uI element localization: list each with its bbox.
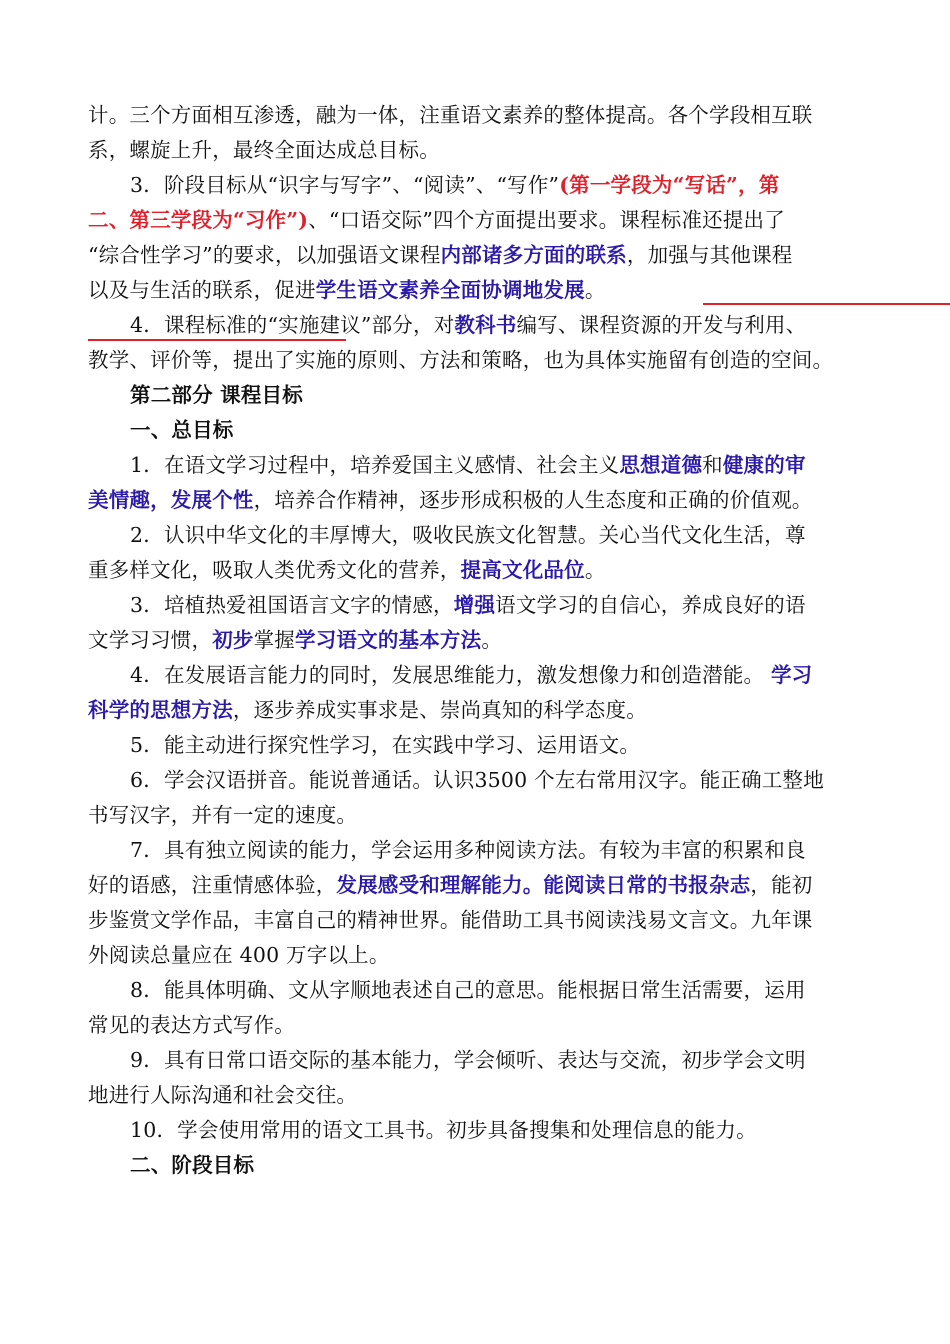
paragraph-line	[88, 658, 872, 693]
paragraph-line: 10．学会使用常用的语文工具书。初步具备搜集和处理信息的能力。	[130, 1118, 757, 1142]
text-run: 以及与生活的联系，促进	[88, 278, 316, 302]
text-run: 编写、课程资源的开发与利用、	[516, 313, 807, 337]
paragraph-line: 地进行人际沟通和社会交往。	[88, 1083, 358, 1107]
red-annotation: (第一学段为“写话”，第	[559, 173, 780, 197]
blue-emphasis: 发展感受和理解能力。能阅读日常的书报杂志	[336, 873, 751, 897]
text-run: 、“口语交际”四个方面提出要求。课程标准还提出了	[308, 208, 785, 232]
red-annotation: 二、第三学段为“习作”)	[88, 208, 309, 232]
paragraph-line	[88, 203, 872, 238]
paragraph-line	[88, 308, 872, 343]
blue-emphasis: 增强	[453, 593, 496, 617]
subsection-heading: 一、总目标	[130, 418, 234, 442]
subsection-heading: 二、阶段目标	[130, 1153, 255, 1177]
text-run: 。	[584, 278, 606, 302]
paragraph-line	[88, 238, 872, 273]
paragraph-line	[88, 168, 872, 203]
paragraph-line: 5．能主动进行探究性学习，在实践中学习、运用语文。	[130, 733, 641, 757]
blue-emphasis: 美情趣，发展个性	[88, 488, 254, 512]
red-underline	[88, 339, 346, 341]
paragraph-line: 教学、评价等，提出了实施的原则、方法和策略，也为具体实施留有创造的空间。	[88, 348, 834, 372]
text-run: 4．在发展语言能力的同时，发展思维能力，激发想像力和创造潜能。	[130, 663, 765, 687]
blue-emphasis: 内部诸多方面的联系	[440, 243, 627, 267]
paragraph-line	[88, 868, 872, 903]
blue-emphasis: 科学的思想方法	[88, 698, 233, 722]
text-run: ，逐步养成实事求是、崇尚真知的科学态度。	[232, 698, 647, 722]
text-run: 和	[702, 453, 723, 477]
text-run: ，能初	[750, 873, 813, 897]
section-heading: 第二部分 课程目标	[130, 383, 303, 407]
paragraph-line: 2．认识中华文化的丰厚博大，吸收民族文化智慧。关心当代文化生活，尊	[130, 523, 806, 547]
blue-emphasis: 初步	[212, 628, 254, 652]
text-run: 。	[584, 558, 606, 582]
text-run: 重多样文化，吸取人类优秀文化的营养，	[88, 558, 461, 582]
paragraph-line: 8．能具体明确、文从字顺地表述自己的意思。能根据日常生活需要，运用	[130, 978, 806, 1002]
document-page	[88, 98, 872, 1183]
blue-emphasis: 学生语文素养全面协调地发展	[315, 278, 585, 302]
paragraph-line	[88, 448, 872, 483]
text-run: 4．课程标准的“实施建议”部分，对	[130, 313, 455, 337]
blue-emphasis: 提高文化品位	[460, 558, 585, 582]
paragraph-line: 7．具有独立阅读的能力，学会运用多种阅读方法。有较为丰富的积累和良	[130, 838, 806, 862]
paragraph-line: 常见的表达方式写作。	[88, 1013, 295, 1037]
paragraph-line: 6．学会汉语拼音。能说普通话。认识3500 个左右常用汉字。能正确工整地	[130, 768, 824, 792]
text-run: 掌握	[253, 628, 296, 652]
blue-emphasis: 学习	[770, 663, 813, 687]
text-run: ，培养合作精神，逐步形成积极的人生态度和正确的价值观。	[253, 488, 813, 512]
paragraph-line: 9．具有日常口语交际的基本能力，学会倾听、表达与交流，初步学会文明	[130, 1048, 806, 1072]
paragraph-line	[88, 483, 872, 518]
paragraph-line	[88, 588, 872, 623]
text-run: ，加强与其他课程	[626, 243, 793, 267]
red-underline	[703, 303, 950, 305]
blue-emphasis: 教科书	[454, 313, 517, 337]
paragraph-line: 计。三个方面相互渗透，融为一体，注重语文素养的整体提高。各个学段相互联	[88, 103, 813, 127]
text-run: 好的语感，注重情感体验，	[88, 873, 337, 897]
text-run: 。	[481, 628, 503, 652]
paragraph-line: 书写汉字，并有一定的速度。	[88, 803, 358, 827]
paragraph-line: 系，螺旋上升，最终全面达成总目标。	[88, 138, 440, 162]
text-run: 文学习习惯，	[88, 628, 213, 652]
blue-emphasis: 学习语文的基本方法	[295, 628, 482, 652]
paragraph-line	[88, 553, 872, 588]
text-run: 语文学习的自信心，养成良好的语	[495, 593, 806, 617]
text-run: 3．培植热爱祖国语言文字的情感，	[130, 593, 454, 617]
text-run: 1．在语文学习过程中，培养爱国主义感情、社会主义	[130, 453, 620, 477]
text-run: 3．阶段目标从“识字与写字”、“阅读”、“写作”	[130, 173, 560, 197]
blue-emphasis: 健康的审	[722, 453, 806, 477]
paragraph-line	[88, 693, 872, 728]
blue-emphasis: 思想道德	[619, 453, 703, 477]
paragraph-line: 步鉴赏文学作品，丰富自己的精神世界。能借助工具书阅读浅易文言文。九年课	[88, 908, 813, 932]
text-run: “综合性学习”的要求，以加强语文课程	[88, 243, 441, 267]
paragraph-line: 外阅读总量应在 400 万字以上。	[88, 943, 390, 967]
paragraph-line	[88, 623, 872, 658]
